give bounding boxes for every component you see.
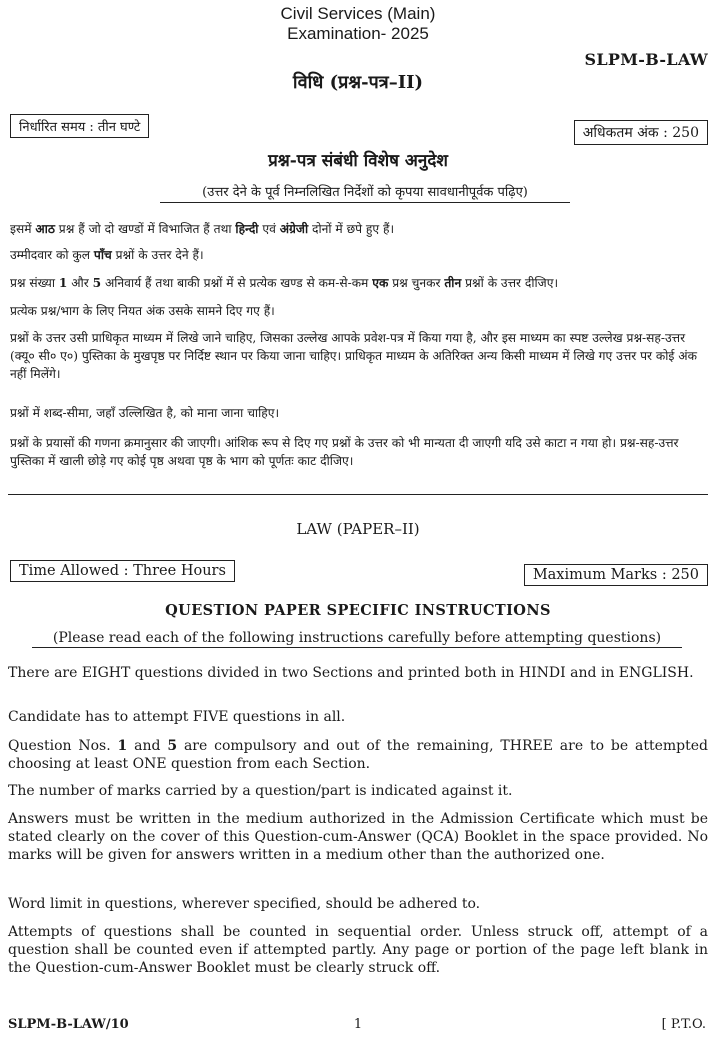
- paper-code: SLPM-B-LAW: [584, 50, 708, 69]
- subject-title-hindi: विधि (प्रश्न-पत्र–II): [292, 72, 424, 93]
- instructions-heading-hindi: प्रश्न-पत्र संबंधी विशेष अनुदेश: [268, 151, 448, 171]
- instructions-heading-english: QUESTION PAPER SPECIFIC INSTRUCTIONS: [165, 602, 551, 619]
- please-turn-over: [ P.T.O.: [661, 1017, 706, 1032]
- instructions-subheading-hindi: (उत्तर देने के पूर्व निम्नलिखित निर्देशों को कृपया सावधानीपूर्वक पढ़िए): [160, 182, 570, 203]
- instructions-subheading-english: (Please read each of the following instructions carefully before attempting questions): [32, 630, 682, 648]
- instruction-english-1: There are EIGHT questions divided in two Sections and printed both in HINDI and in ENGLISH.: [8, 665, 694, 681]
- instruction-hindi-3: प्रश्न संख्या 1 और 5 अनिवार्य हैं तथा बाकी प्रश्नों में से प्रत्येक खण्ड से कम-से-कम एक प्रश्न चुनकर तीन प्रश्नों के उत्तर दीजिए।: [10, 276, 559, 290]
- instruction-hindi-4: प्रत्येक प्रश्न/भाग के लिए नियत अंक उसके सामने दिए गए हैं।: [10, 304, 275, 318]
- instruction-english-7: Attempts of questions shall be counted in sequential order. Unless struck off, attempt of a question shall be counted even if attempted partly. Any page or portion of the page left blank in the Question-cum-Answer Booklet must be clearly struck off.: [8, 924, 708, 976]
- instruction-english-4: The number of marks carried by a question/part is indicated against it.: [8, 783, 513, 799]
- exam-year: Examination- 2025: [287, 24, 429, 43]
- instruction-english-6: Word limit in questions, wherever specified, should be adhered to.: [8, 896, 481, 912]
- instruction-hindi-5: प्रश्नों के उत्तर उसी प्राधिकृत माध्यम में लिखे जाने चाहिए, जिसका उल्लेख आपके प्रवेश-पत्र में किया गया है, और इस माध्यम का स्पष्ट उल्लेख प्रश्न-सह-उत्तर (क्यू० सी० ए०) पुस्तिका के मुखपृष्ठ पर निर्दिष्ट स्थान पर किया जाना चाहिए। प्राधिकृत माध्यम के अतिरिक्त अन्य किसी माध्यम में लिखे गए उत्तर पर कोई अंक नहीं मिलेंगे।: [10, 331, 697, 381]
- instruction-english-2: Candidate has to attempt FIVE questions in all.: [8, 709, 346, 725]
- time-allowed-box-hindi: निर्धारित समय : तीन घण्टे: [10, 114, 149, 138]
- instruction-hindi-1: इसमें आठ प्रश्न हैं जो दो खण्डों में विभाजित हैं तथा हिन्दी एवं अंग्रेजी दोनों में छपे हुए हैं।: [10, 222, 395, 236]
- exam-name: Civil Services (Main): [280, 4, 436, 23]
- footer-paper-code: SLPM-B-LAW/10: [8, 1017, 129, 1032]
- max-marks-box-english: Maximum Marks : 250: [524, 564, 708, 586]
- section-divider: [8, 494, 708, 495]
- instruction-hindi-6: प्रश्नों में शब्द-सीमा, जहाँ उल्लिखित है, को माना जाना चाहिए।: [10, 406, 280, 420]
- instruction-english-3: Question Nos. 1 and 5 are compulsory and out of the remaining, THREE are to be attempted choosing at least ONE question from each Section.: [8, 738, 708, 772]
- instruction-english-5: Answers must be written in the medium authorized in the Admission Certificate which must be stated clearly on the cover of this Question-cum-Answer (QCA) Booklet in the space provided. No marks will be given for answers written in a medium other than the authorized one.: [8, 811, 708, 863]
- instruction-hindi-2: उम्मीदवार को कुल पाँच प्रश्नों के उत्तर देने हैं।: [10, 248, 204, 262]
- max-marks-box-hindi: अधिकतम अंक : 250: [574, 120, 708, 145]
- page-number: 1: [353, 1017, 363, 1032]
- instruction-hindi-7: प्रश्नों के प्रयासों की गणना क्रमानुसार की जाएगी। आंशिक रूप से दिए गए प्रश्नों के उत्तर को भी मान्यता दी जाएगी यदि उसे काटा न गया हो। प्रश्न-सह-उत्तर पुस्तिका में खाली छोड़े गए कोई पृष्ठ अथवा पृष्ठ के भाग को पूर्णतः काट दीजिए।: [10, 436, 679, 468]
- time-allowed-box-english: Time Allowed : Three Hours: [10, 560, 235, 582]
- subject-title-english: LAW (PAPER–II): [296, 520, 420, 538]
